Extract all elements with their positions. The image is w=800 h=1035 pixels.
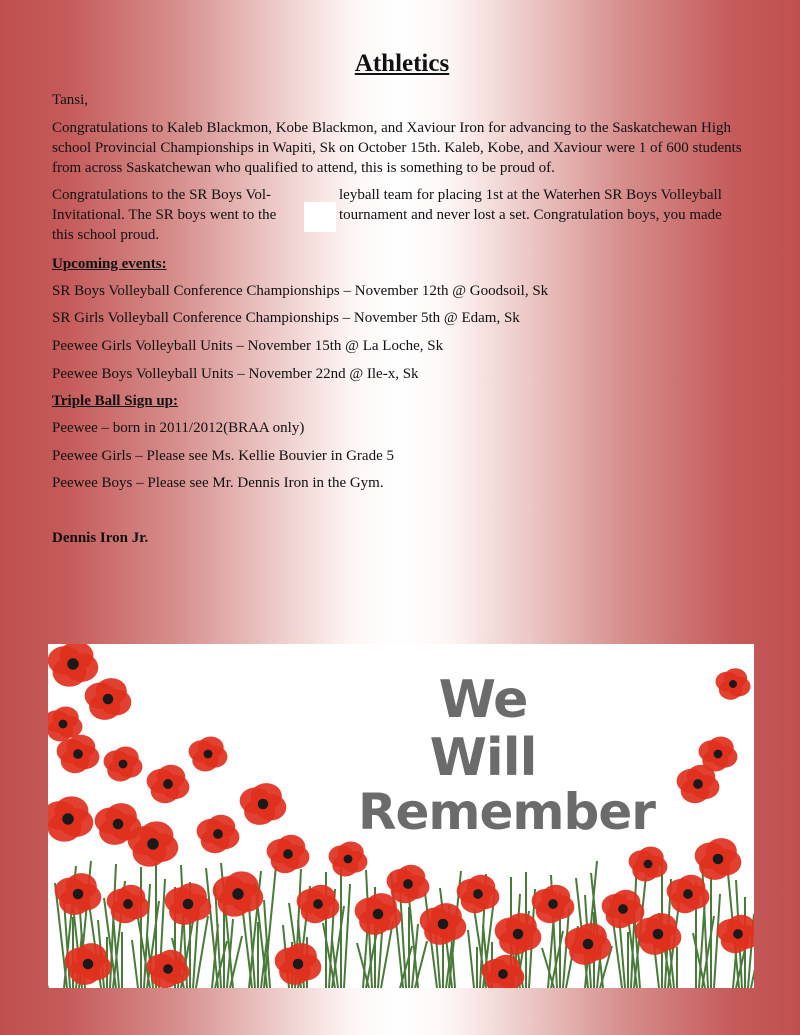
poppy-flower	[717, 915, 754, 953]
poppy-flower	[48, 796, 93, 841]
event-item: SR Boys Volleyball Conference Championships – November 12th @ Goodsoil, Sk	[52, 283, 549, 299]
event-item: SR Girls Volleyball Conference Championships – November 5th @ Edam, Sk	[52, 310, 520, 326]
poppy-flower	[147, 765, 190, 803]
event-item: Peewee Boys Volleyball Units – November 22nd @ Ile-x, Sk	[52, 366, 419, 382]
greeting: Tansi,	[52, 92, 89, 108]
poppy-stem	[415, 941, 427, 988]
paragraph-provincials: Congratulations to Kaleb Blackmon, Kobe Blackmon, and Xaviour Iron for advancing to the Saskatchewan High school Provincial Championships in Wapiti, Sk on October 15th. Kaleb, Kobe, and Xaviour were 1 of 600 students from across Saskatchewan who qualified to attend, this is something to be proud of.	[52, 120, 742, 176]
poppy-flower	[715, 668, 750, 699]
poppy-flower	[213, 871, 264, 916]
poppy-stem	[714, 894, 720, 988]
paragraph-volleyball-left-3: this school proud.	[52, 227, 160, 243]
signup-item: Peewee – born in 2011/2012(BRAA only)	[52, 420, 305, 436]
poppy-flower	[107, 885, 150, 923]
poster-line-remember: Remember	[358, 783, 655, 841]
signup-item: Peewee Girls – Please see Ms. Kellie Bouvier in Grade 5	[52, 448, 394, 464]
poppy-flower	[602, 890, 645, 928]
poppy-stem	[132, 940, 138, 988]
poppy-flower	[695, 838, 742, 880]
poppy-flower	[104, 747, 143, 782]
poppy-flower	[565, 923, 612, 965]
poppy-stem	[468, 930, 474, 988]
poppy-flower	[165, 883, 212, 925]
paragraph-volleyball-right-2: tournament and never lost a set. Congratulation boys, you made	[339, 207, 722, 223]
poppy-flower	[197, 815, 240, 853]
upcoming-events-heading: Upcoming events:	[52, 256, 167, 272]
image-placeholder	[304, 202, 336, 232]
poster-line-we: We	[438, 670, 528, 730]
poppy-flower	[55, 873, 102, 915]
poppy-flower	[267, 835, 310, 873]
poppy-flower	[699, 737, 738, 772]
poppy-stem	[344, 884, 350, 988]
poppy-flower	[85, 678, 132, 720]
poppy-flower	[482, 955, 525, 988]
poppy-flower	[189, 737, 228, 772]
signature: Dennis Iron Jr.	[52, 530, 149, 546]
poppy-flower	[387, 865, 430, 903]
poppy-flower	[495, 913, 542, 955]
paragraph-volleyball-left-2: Invitational. The SR boys went to the	[52, 207, 277, 223]
paragraph-volleyball-left-1: Congratulations to the SR Boys Vol-	[52, 187, 272, 203]
poppy-flower	[355, 893, 402, 935]
poppy-flower	[48, 644, 98, 687]
poppy-flower	[275, 943, 322, 985]
poster-line-will: Will	[429, 728, 537, 788]
poppy-flower	[65, 943, 112, 985]
event-item: Peewee Girls Volleyball Units – November 15th @ La Loche, Sk	[52, 338, 444, 354]
poppy-flower	[240, 783, 287, 825]
poppy-flower	[329, 842, 368, 877]
page-title: Athletics	[354, 50, 450, 77]
remembrance-poster	[48, 644, 754, 988]
triple-ball-heading: Triple Ball Sign up:	[52, 393, 179, 409]
poppy-flower	[667, 875, 710, 913]
paragraph-volleyball-right-1: leyball team for placing 1st at the Waterhen SR Boys Volleyball	[339, 187, 722, 203]
signup-item: Peewee Boys – Please see Mr. Dennis Iron in the Gym.	[52, 475, 384, 491]
